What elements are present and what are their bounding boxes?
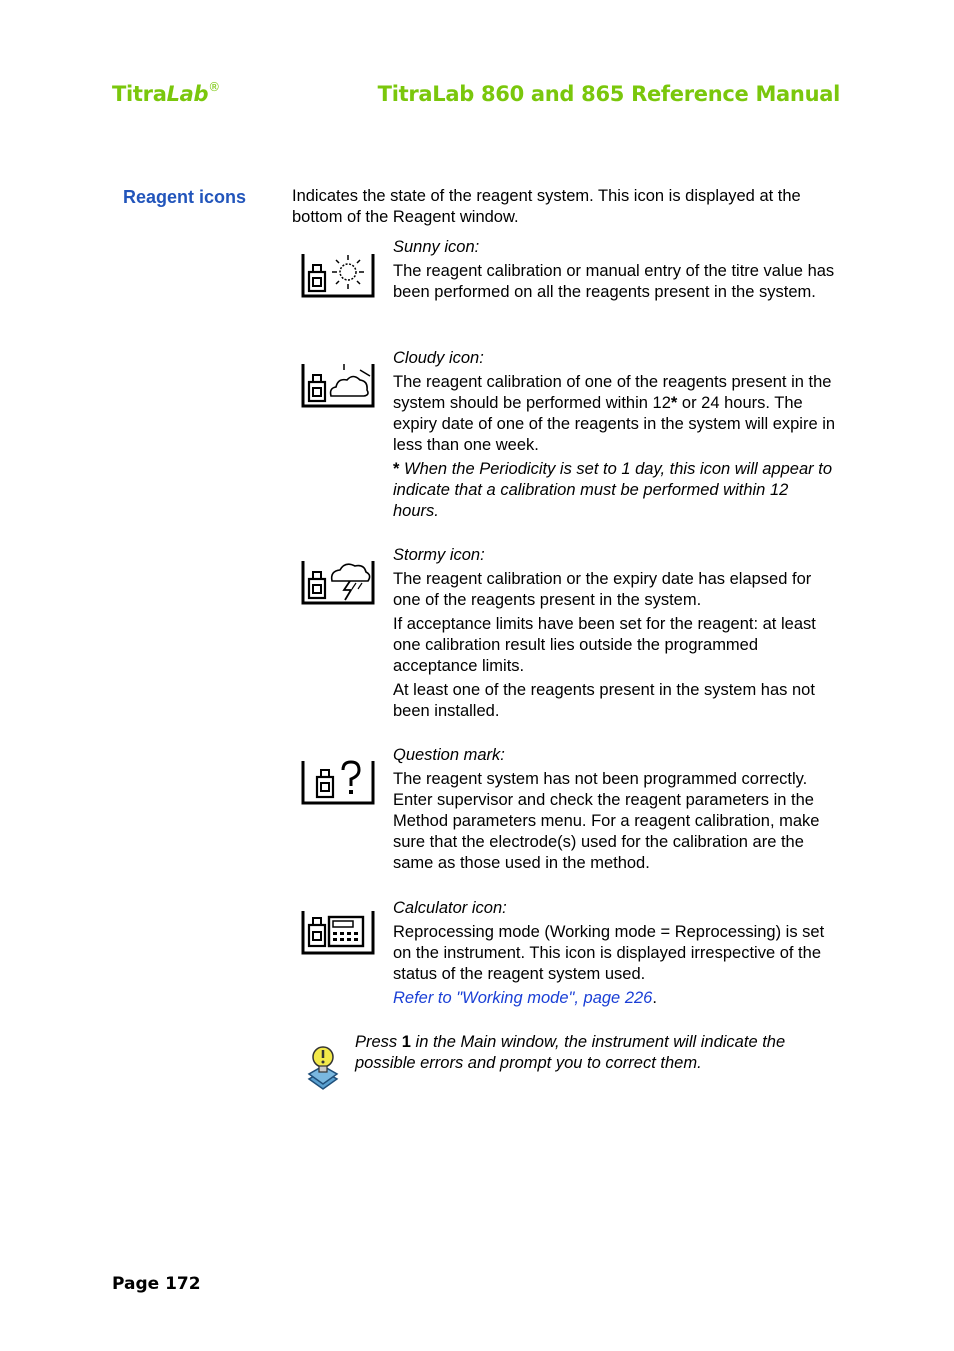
calculator-description: Reprocessing mode (Working mode = Reprocessing) is set on the instrument. This icon is displayed irrespective of the status of the reagent system used. <box>393 923 825 983</box>
stormy-icon <box>300 557 376 607</box>
stormy-entry <box>393 545 838 725</box>
section-intro: Indicates the state of the reagent system. This icon is displayed at the bottom of the Reagent window. <box>292 187 801 226</box>
stormy-description-1: The reagent calibration or the expiry date has elapsed for one of the reagents present in the system. <box>393 570 812 609</box>
cloudy-description: The reagent calibration of one of the reagents present in the system should be performed within 12* or 24 hours. The expiry date of one of the reagents in the system will expire in less than one week. <box>393 373 836 454</box>
tip-text: Press 1 in the Main window, the instrument will indicate the possible errors and prompt you to correct them. <box>355 1033 786 1072</box>
stormy-description-3: At least one of the reagents present in the system has not been installed. <box>393 681 815 720</box>
calculator-entry <box>393 898 838 1012</box>
stormy-title: Stormy icon: <box>393 546 485 564</box>
cloudy-title: Cloudy icon: <box>393 349 484 367</box>
section-heading: Reagent icons <box>123 187 247 207</box>
question-mark-icon <box>300 757 376 807</box>
question-mark-entry <box>393 745 838 877</box>
question-mark-title: Question mark: <box>393 746 505 764</box>
key-label: 1 <box>401 1033 411 1051</box>
registered-mark: ® <box>208 80 220 94</box>
cloudy-entry <box>393 348 838 525</box>
cloudy-icon <box>300 360 376 410</box>
brand-suffix: Lab <box>166 82 209 106</box>
page-number: Page 172 <box>112 1274 201 1294</box>
sunny-entry <box>393 237 838 306</box>
question-mark-description: The reagent system has not been programmed correctly. Enter supervisor and check the reagent parameters in the Method parameters menu. For a reagent calibration, make sure that the electrode(s) used for the calibration are the same as those used in the method. <box>393 770 820 872</box>
calculator-icon <box>300 907 376 957</box>
lightbulb-icon <box>305 1045 341 1093</box>
manual-title: TitraLab 860 and 865 Reference Manual <box>377 82 840 106</box>
sunny-title: Sunny icon: <box>393 238 480 256</box>
sunny-description: The reagent calibration or manual entry of the titre value has been performed on all the reagents present in the system. <box>393 262 835 301</box>
sunny-icon <box>300 250 376 300</box>
cloudy-note: * When the Periodicity is set to 1 day, this icon will appear to indicate that a calibration must be performed within 12 hours. <box>393 460 832 520</box>
brand-logo <box>112 82 220 106</box>
calculator-title: Calculator icon: <box>393 899 507 917</box>
working-mode-link[interactable]: Refer to "Working mode", page 226 <box>393 989 653 1007</box>
brand-prefix: Titra <box>112 82 167 106</box>
working-mode-reference: Refer to "Working mode", page 226. <box>393 989 657 1007</box>
stormy-description-2: If acceptance limits have been set for the reagent: at least one calibration result lies outside the programmed acceptance limits. <box>393 615 816 675</box>
